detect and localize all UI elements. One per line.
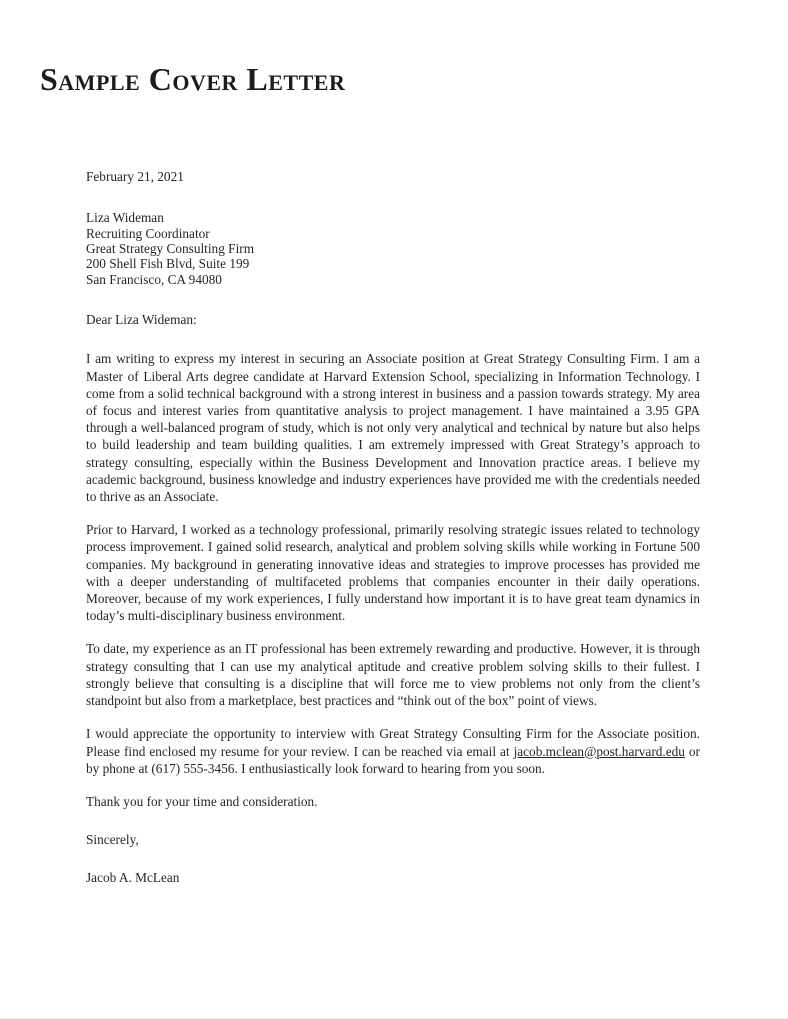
body-paragraph-4: [86, 725, 700, 777]
signature-name: Jacob A. McLean: [86, 870, 180, 886]
contact-text-before-email: I would appreciate the opportunity to interview with Great Strategy Consulting Firm for the Associate position. Please find enclosed my resume for your review. I can be reached via email at: [86, 726, 700, 759]
salutation: Dear Liza Wideman:: [86, 312, 197, 328]
recipient-job-title: Recruiting Coordinator: [86, 225, 210, 241]
letter-content: [86, 168, 700, 887]
body-paragraph-3: To date, my experience as an IT professional has been extremely rewarding and productive. However, it is through strategy consulting that I can use my analytical aptitude and creative problem solving skills to their fullest. I strongly believe that consulting is a discipline that will force me to view problems not only from the client’s standpoint but also from a marketplace, best practices and “think out of the box” point of views.: [86, 641, 700, 709]
thank-you-line: Thank you for your time and consideration.: [86, 793, 318, 809]
recipient-address-block: [86, 210, 700, 287]
recipient-city-state-zip: San Francisco, CA 94080: [86, 271, 222, 287]
letter-date: February 21, 2021: [86, 169, 184, 184]
recipient-company: Great Strategy Consulting Firm: [86, 241, 255, 257]
contact-text-after-email: or by phone at (617) 555-3456. I enthusiastically look forward to hearing from you soon.: [86, 743, 700, 776]
email-link[interactable]: jacob.mclean@post.harvard.edu: [513, 743, 685, 759]
page-title: Sample Cover Letter: [40, 61, 346, 98]
recipient-street: 200 Shell Fish Blvd, Suite 199: [86, 256, 250, 272]
closing-line: Sincerely,: [86, 832, 139, 848]
body-paragraph-2: Prior to Harvard, I worked as a technology professional, primarily resolving strategic issues related to technology process improvement. I gained solid research, analytical and problem solving skills while working in Fortune 500 companies. My background in generating innovative ideas and strategies to improve processes has provided me with a deeper understanding of multifaceted problems that companies encounter in their daily operations. Moreover, because of my work experiences, I fully understand how important it is to have great team dynamics in today’s multi-disciplinary business environment.: [86, 522, 700, 624]
recipient-name: Liza Wideman: [86, 210, 164, 226]
body-paragraph-1: I am writing to express my interest in securing an Associate position at Great Strategy Consulting Firm. I am a Master of Liberal Arts degree candidate at Harvard Extension School, specializing in Information Technology. I come from a solid technical background with a strong interest in business and a passion towards strategy. My area of focus and interest varies from quantitative analysis to project management. I have maintained a 3.95 GPA through a well-balanced program of study, which is not only very analytical and technical by nature but also helps to build leadership and team building qualities. I am extremely impressed with Great Strategy’s approach to strategy consulting, especially within the Business Development and Innovation practice areas. I believe my academic background, business knowledge and industry experiences have provided me with the credentials needed to thrive as an Associate.: [86, 351, 700, 505]
